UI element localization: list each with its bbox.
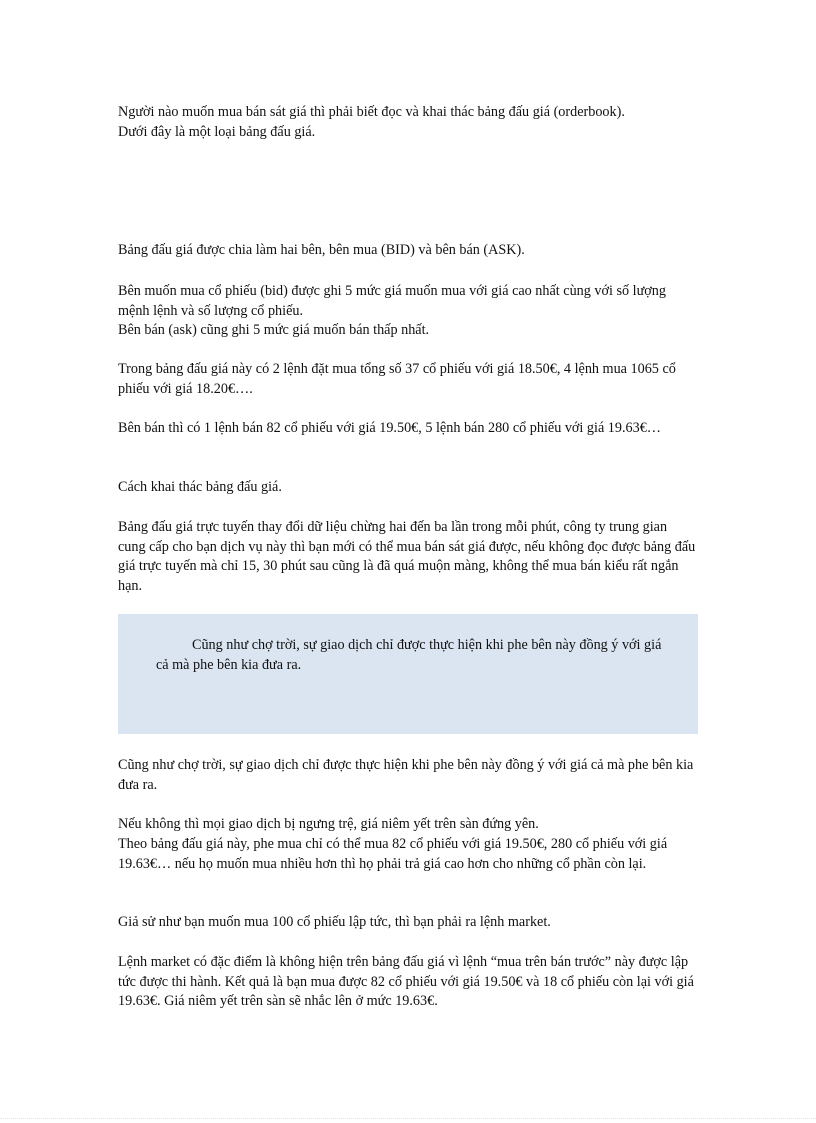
paragraph-bid-description: Bên muốn mua cổ phiếu (bid) được ghi 5 mức giá muốn mua với giá cao nhất cùng với số lượng mệnh lệnh và số lượng cổ phiếu. (118, 283, 666, 319)
paragraph-ask-description: Bên bán (ask) cũng ghi 5 mức giá muốn bán thấp nhất. (118, 322, 430, 338)
paragraph-bid-example: Trong bảng đấu giá này có 2 lệnh đặt mua tổng số 37 cổ phiếu với giá 18.50€, 4 lệnh mua 1065 cổ phiếu với giá 18.20€…. (118, 361, 676, 397)
paragraph-market-agreement: Cũng như chợ trời, sự giao dịch chỉ được thực hiện khi phe bên này đồng ý với giá cả mà phe bên kia đưa ra. (118, 757, 694, 793)
section-heading: Cách khai thác bảng đấu giá. (118, 479, 282, 495)
callout-text: Cũng như chợ trời, sự giao dịch chỉ được thực hiện khi phe bên này đồng ý với giá cả mà phe bên kia đưa ra. (156, 637, 662, 673)
paragraph-market-result: Lệnh market có đặc điểm là không hiện trên bảng đấu giá vì lệnh “mua trên bán trước” này được lập tức được thi hành. Kết quả là bạn mua được 82 cổ phiếu với giá 19.50€ và 18 cổ phiếu còn lại với giá 19.63€. Giá niêm yết trên sàn sẽ nhắc lên ở mức 19.63€. (118, 954, 694, 1009)
paragraph-ask-example: Bên bán thì có 1 lệnh bán 82 cổ phiếu với giá 19.50€, 5 lệnh bán 280 cổ phiếu với giá 19.63€… (118, 420, 661, 436)
paragraph-buy-more: Theo bảng đấu giá này, phe mua chỉ có thể mua 82 cổ phiếu với giá 19.50€, 280 cổ phiếu với giá 19.63€… nếu họ muốn mua nhiều hơn thì họ phải trả giá cao hơn cho những cổ phần còn lại. (118, 836, 668, 872)
paragraph-assume-market: Giả sử như bạn muốn mua 100 cổ phiếu lập tức, thì bạn phải ra lệnh market. (118, 914, 551, 930)
paragraph-intro-line-1: Người nào muốn mua bán sát giá thì phải biết đọc và khai thác bảng đấu giá (orderbook). (118, 104, 625, 120)
paragraph-intro-line-2: Dưới đây là một loại bảng đấu giá. (118, 124, 316, 140)
paragraph-stall: Nếu không thì mọi giao dịch bị ngưng trệ, giá niêm yết trên sàn đứng yên. (118, 816, 539, 832)
paragraph-bid-ask-split: Bảng đấu giá được chia làm hai bên, bên mua (BID) và bên bán (ASK). (118, 242, 525, 258)
page-bottom-divider (0, 1118, 816, 1119)
paragraph-realtime: Bảng đấu giá trực tuyến thay đổi dữ liệu chừng hai đến ba lần trong mỗi phút, công ty trung gian cung cấp cho bạn dịch vụ này thì bạn mới có thể mua bán sát giá được, nếu không đọc được bảng đấu giá trực tuyến mà chỉ 15, 30 phút sau cũng là đã quá muộn màng, không thể mua bán kiểu rất ngắn hạn. (118, 519, 696, 594)
callout-box (118, 614, 698, 734)
